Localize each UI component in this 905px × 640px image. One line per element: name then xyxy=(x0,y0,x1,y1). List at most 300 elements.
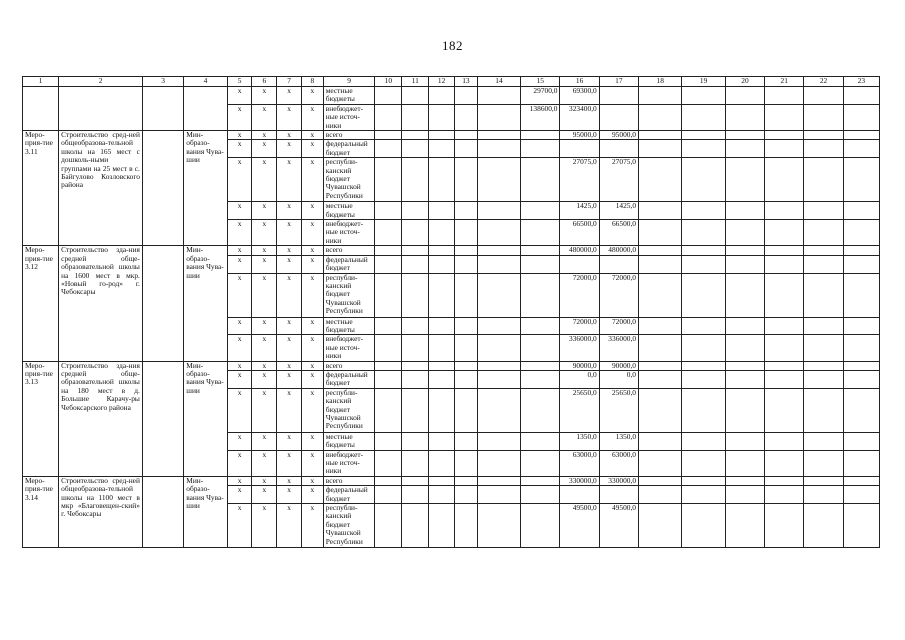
empty-cell xyxy=(843,104,879,130)
funding-source: федеральный бюджет xyxy=(323,255,375,273)
empty-cell xyxy=(477,388,520,432)
funding-source: республи-канский бюджет Чувашской Республики xyxy=(323,388,375,432)
empty-cell xyxy=(765,220,804,246)
empty-cell xyxy=(375,131,402,140)
value-col17: 27075,0 xyxy=(599,158,638,202)
empty-cell xyxy=(639,335,682,361)
responsible-executor: Мин-образо-вания Чува-шии xyxy=(184,131,227,246)
empty-cell xyxy=(765,104,804,130)
empty-cell xyxy=(477,361,520,370)
empty-cell xyxy=(477,370,520,388)
empty-cell xyxy=(477,104,520,130)
value-col15 xyxy=(521,361,560,370)
empty-cell xyxy=(682,361,725,370)
empty-cell xyxy=(477,335,520,361)
empty-cell xyxy=(725,388,764,432)
mark-cell: х xyxy=(252,220,277,246)
value-col15 xyxy=(521,140,560,158)
empty-cell xyxy=(765,504,804,548)
empty-cell xyxy=(804,476,843,485)
empty-cell xyxy=(455,255,478,273)
mark-cell: х xyxy=(277,432,302,450)
value-col16: 1425,0 xyxy=(560,202,599,220)
mark-cell: х xyxy=(302,158,324,202)
empty-cell xyxy=(402,361,429,370)
value-col17 xyxy=(599,104,638,130)
empty-cell xyxy=(402,255,429,273)
value-col15 xyxy=(521,255,560,273)
header-cell: 11 xyxy=(402,77,429,87)
empty-cell xyxy=(804,131,843,140)
value-col15 xyxy=(521,220,560,246)
empty-cell xyxy=(682,388,725,432)
empty-cell xyxy=(455,504,478,548)
funding-source: всего xyxy=(323,246,375,255)
empty-cell xyxy=(429,140,455,158)
empty-cell xyxy=(455,450,478,476)
page-number: 182 xyxy=(442,38,463,53)
empty-cell xyxy=(639,476,682,485)
mark-cell: х xyxy=(252,246,277,255)
value-col16: 72000,0 xyxy=(560,273,599,317)
empty-cell xyxy=(455,335,478,361)
empty-cell xyxy=(682,317,725,335)
empty-cell xyxy=(429,432,455,450)
header-cell: 15 xyxy=(521,77,560,87)
empty-cell xyxy=(639,317,682,335)
responsible-executor: Мин-образо-вания Чува-шии xyxy=(184,476,227,547)
measure-object: Строительство сред-ней общеобразова-тельной школы на 1100 мест в мкр «Благовещен-ский» г. Чебоксары xyxy=(59,476,143,547)
empty-cell xyxy=(375,504,402,548)
empty-cell xyxy=(682,432,725,450)
empty-cell xyxy=(375,255,402,273)
empty-cell xyxy=(429,370,455,388)
value-col15 xyxy=(521,317,560,335)
responsible-executor: Мин-образо-вания Чува-шии xyxy=(184,361,227,476)
header-cell: 12 xyxy=(429,77,455,87)
empty-cell xyxy=(765,476,804,485)
mark-cell: х xyxy=(302,504,324,548)
empty-cell xyxy=(804,273,843,317)
empty-cell xyxy=(765,87,804,105)
empty-cell xyxy=(725,432,764,450)
value-col16: 25650,0 xyxy=(560,388,599,432)
value-col16: 72000,0 xyxy=(560,317,599,335)
empty-cell xyxy=(682,220,725,246)
mark-cell: х xyxy=(252,104,277,130)
empty-cell xyxy=(725,486,764,504)
mark-cell: х xyxy=(227,220,252,246)
empty-cell xyxy=(843,388,879,432)
header-cell: 9 xyxy=(323,77,375,87)
empty-cell xyxy=(477,87,520,105)
empty-cell xyxy=(477,273,520,317)
empty-cell xyxy=(765,370,804,388)
empty-cell xyxy=(765,140,804,158)
empty-cell xyxy=(455,388,478,432)
empty-cell xyxy=(804,246,843,255)
funding-source: внебюджет-ные источ-ники xyxy=(323,104,375,130)
value-col15 xyxy=(521,158,560,202)
empty-cell xyxy=(402,87,429,105)
mark-cell: х xyxy=(302,370,324,388)
empty-cell xyxy=(429,87,455,105)
value-col17: 336000,0 xyxy=(599,335,638,361)
empty-cell xyxy=(682,476,725,485)
header-row xyxy=(23,77,880,87)
value-col17: 66500,0 xyxy=(599,220,638,246)
empty-cell xyxy=(402,486,429,504)
header-cell: 22 xyxy=(804,77,843,87)
mark-cell: х xyxy=(252,158,277,202)
funding-source: всего xyxy=(323,131,375,140)
empty-cell xyxy=(429,220,455,246)
value-col15 xyxy=(521,273,560,317)
empty-cell xyxy=(804,361,843,370)
object-cell xyxy=(59,87,143,131)
empty-cell xyxy=(639,131,682,140)
funding-source: федеральный бюджет xyxy=(323,486,375,504)
empty-cell xyxy=(429,202,455,220)
empty-cell xyxy=(843,140,879,158)
mark-cell: х xyxy=(302,335,324,361)
value-col17 xyxy=(599,255,638,273)
mark-cell: х xyxy=(252,255,277,273)
empty-cell xyxy=(765,388,804,432)
mark-cell: х xyxy=(252,335,277,361)
mark-cell: х xyxy=(227,255,252,273)
empty-cell xyxy=(639,87,682,105)
table-row xyxy=(23,131,880,140)
mark-cell: х xyxy=(227,87,252,105)
empty-cell xyxy=(639,140,682,158)
funding-source: местные бюджеты xyxy=(323,87,375,105)
empty-cell xyxy=(765,246,804,255)
empty-cell xyxy=(429,388,455,432)
mark-cell: х xyxy=(227,158,252,202)
empty-cell xyxy=(429,317,455,335)
value-col16: 27075,0 xyxy=(560,158,599,202)
funding-table xyxy=(22,76,880,548)
empty-cell xyxy=(804,104,843,130)
value-col16: 49500,0 xyxy=(560,504,599,548)
funding-source: местные бюджеты xyxy=(323,432,375,450)
mark-cell: х xyxy=(302,432,324,450)
empty-cell xyxy=(375,202,402,220)
empty-cell xyxy=(639,432,682,450)
mark-cell: х xyxy=(302,317,324,335)
value-col17 xyxy=(599,486,638,504)
empty-cell xyxy=(639,486,682,504)
header-cell: 21 xyxy=(765,77,804,87)
header-cell: 4 xyxy=(184,77,227,87)
empty-cell xyxy=(804,388,843,432)
empty-cell xyxy=(682,486,725,504)
header-cell: 18 xyxy=(639,77,682,87)
empty-cell xyxy=(477,486,520,504)
empty-cell xyxy=(402,158,429,202)
empty-cell xyxy=(455,486,478,504)
empty-cell xyxy=(639,361,682,370)
empty-cell xyxy=(429,158,455,202)
empty-cell xyxy=(455,432,478,450)
empty-cell xyxy=(429,486,455,504)
empty-cell xyxy=(375,273,402,317)
value-col16: 69300,0 xyxy=(560,87,599,105)
empty-cell xyxy=(455,202,478,220)
mark-cell: х xyxy=(227,317,252,335)
value-col15 xyxy=(521,504,560,548)
mark-cell: х xyxy=(227,273,252,317)
empty-cell xyxy=(804,370,843,388)
empty-cell xyxy=(455,317,478,335)
empty-cell xyxy=(843,450,879,476)
mark-cell: х xyxy=(277,335,302,361)
empty-cell xyxy=(765,335,804,361)
empty-cell xyxy=(375,450,402,476)
measure-code: Меро-прия-тие 3.13 xyxy=(23,361,59,476)
funding-source: внебюджет-ные источ-ники xyxy=(323,220,375,246)
mark-cell: х xyxy=(227,131,252,140)
value-col16: 66500,0 xyxy=(560,220,599,246)
mark-cell: х xyxy=(227,432,252,450)
measure-code: Меро-прия-тие 3.11 xyxy=(23,131,59,246)
empty-cell xyxy=(804,432,843,450)
header-cell: 5 xyxy=(227,77,252,87)
empty-cell xyxy=(843,486,879,504)
table-row xyxy=(23,476,880,485)
empty-cell xyxy=(765,317,804,335)
mark-cell: х xyxy=(227,476,252,485)
empty-cell xyxy=(402,450,429,476)
value-col16: 63000,0 xyxy=(560,450,599,476)
empty-cell xyxy=(455,246,478,255)
empty-cell xyxy=(375,432,402,450)
mark-cell: х xyxy=(277,370,302,388)
value-col17: 480000,0 xyxy=(599,246,638,255)
header-cell: 20 xyxy=(725,77,764,87)
header-cell: 2 xyxy=(59,77,143,87)
header-cell: 10 xyxy=(375,77,402,87)
empty-cell xyxy=(682,273,725,317)
empty-cell xyxy=(725,361,764,370)
empty-cell xyxy=(429,361,455,370)
empty-cell xyxy=(402,370,429,388)
value-col17: 1350,0 xyxy=(599,432,638,450)
mark-cell: х xyxy=(277,273,302,317)
mark-cell: х xyxy=(252,361,277,370)
empty-cell xyxy=(375,476,402,485)
empty-cell xyxy=(765,450,804,476)
mark-cell: х xyxy=(227,246,252,255)
mark-cell: х xyxy=(227,361,252,370)
mark-cell: х xyxy=(277,450,302,476)
measure-code: Меро-прия-тие 3.14 xyxy=(23,476,59,547)
header-cell: 16 xyxy=(560,77,599,87)
empty-cell xyxy=(725,140,764,158)
value-col17: 72000,0 xyxy=(599,317,638,335)
empty-cell xyxy=(804,317,843,335)
empty-cell xyxy=(429,131,455,140)
empty-cell xyxy=(375,104,402,130)
empty-cell xyxy=(429,476,455,485)
empty-cell xyxy=(455,220,478,246)
empty-cell xyxy=(682,131,725,140)
mark-cell: х xyxy=(252,87,277,105)
mark-cell: х xyxy=(227,370,252,388)
empty-cell xyxy=(725,158,764,202)
empty-cell xyxy=(682,158,725,202)
empty-cell xyxy=(639,220,682,246)
empty-cell xyxy=(429,246,455,255)
empty-cell xyxy=(725,273,764,317)
empty-cell xyxy=(477,450,520,476)
empty-cell xyxy=(843,220,879,246)
empty-cell xyxy=(765,486,804,504)
mark-cell: х xyxy=(302,202,324,220)
empty-cell xyxy=(375,370,402,388)
mark-cell: х xyxy=(302,476,324,485)
empty-cell xyxy=(804,220,843,246)
empty-cell xyxy=(765,131,804,140)
empty-cell xyxy=(804,140,843,158)
empty-cell xyxy=(725,450,764,476)
mark-cell: х xyxy=(302,361,324,370)
empty-cell xyxy=(725,202,764,220)
value-col15 xyxy=(521,486,560,504)
col3-cell xyxy=(142,131,183,246)
value-col17: 330000,0 xyxy=(599,476,638,485)
empty-cell xyxy=(639,255,682,273)
empty-cell xyxy=(682,104,725,130)
mark-cell: х xyxy=(302,486,324,504)
mark-cell: х xyxy=(252,504,277,548)
mark-cell: х xyxy=(227,335,252,361)
empty-cell xyxy=(682,504,725,548)
header-cell: 14 xyxy=(477,77,520,87)
mark-cell: х xyxy=(277,87,302,105)
empty-cell xyxy=(843,317,879,335)
table-row xyxy=(23,361,880,370)
value-col15 xyxy=(521,370,560,388)
empty-cell xyxy=(402,335,429,361)
empty-cell xyxy=(682,202,725,220)
empty-cell xyxy=(375,246,402,255)
funding-source: местные бюджеты xyxy=(323,202,375,220)
empty-cell xyxy=(429,504,455,548)
mark-cell: х xyxy=(277,140,302,158)
empty-cell xyxy=(725,246,764,255)
empty-cell xyxy=(477,317,520,335)
mark-cell: х xyxy=(302,388,324,432)
empty-cell xyxy=(765,202,804,220)
col3-cell xyxy=(142,361,183,476)
value-col16: 336000,0 xyxy=(560,335,599,361)
empty-cell xyxy=(843,255,879,273)
mark-cell: х xyxy=(227,104,252,130)
empty-cell xyxy=(725,255,764,273)
empty-cell xyxy=(765,255,804,273)
mark-cell: х xyxy=(277,202,302,220)
empty-cell xyxy=(477,140,520,158)
empty-cell xyxy=(725,87,764,105)
empty-cell xyxy=(429,335,455,361)
empty-cell xyxy=(765,273,804,317)
funding-source: всего xyxy=(323,361,375,370)
empty-cell xyxy=(682,87,725,105)
empty-cell xyxy=(804,504,843,548)
empty-cell xyxy=(402,273,429,317)
empty-cell xyxy=(455,87,478,105)
mark-cell: х xyxy=(277,104,302,130)
empty-cell xyxy=(375,87,402,105)
mark-cell: х xyxy=(302,131,324,140)
funding-source: федеральный бюджет xyxy=(323,140,375,158)
empty-cell xyxy=(843,432,879,450)
measure-object: Строительство зда-ния средней обще-образовательной школы на 180 мест в д. Большие Карачу-ры Чебоксарского района xyxy=(59,361,143,476)
measure-object: Строительство сред-ней общеобразова-тельной школы на 165 мест с дошколь-ными группами на 25 мест в с. Байгулово Козловского района xyxy=(59,131,143,246)
empty-cell xyxy=(765,432,804,450)
header-cell: 13 xyxy=(455,77,478,87)
empty-cell xyxy=(725,335,764,361)
empty-cell xyxy=(455,361,478,370)
value-col17: 63000,0 xyxy=(599,450,638,476)
mark-cell: х xyxy=(252,486,277,504)
value-col17 xyxy=(599,87,638,105)
empty-cell xyxy=(429,104,455,130)
value-col15 xyxy=(521,450,560,476)
empty-cell xyxy=(477,476,520,485)
empty-cell xyxy=(843,202,879,220)
mark-cell: х xyxy=(252,273,277,317)
mark-cell: х xyxy=(277,317,302,335)
value-col15: 29700,0 xyxy=(521,87,560,105)
empty-cell xyxy=(477,131,520,140)
header-cell: 19 xyxy=(682,77,725,87)
funding-source: внебюджет-ные источ-ники xyxy=(323,335,375,361)
empty-cell xyxy=(804,255,843,273)
mark-cell: х xyxy=(277,255,302,273)
mark-cell: х xyxy=(302,140,324,158)
mark-cell: х xyxy=(302,220,324,246)
value-col17 xyxy=(599,140,638,158)
empty-cell xyxy=(804,486,843,504)
mark-cell: х xyxy=(277,476,302,485)
col3-cell xyxy=(142,87,183,131)
mark-cell: х xyxy=(252,131,277,140)
value-col16 xyxy=(560,255,599,273)
empty-cell xyxy=(639,202,682,220)
header-cell: 1 xyxy=(23,77,59,87)
empty-cell xyxy=(725,370,764,388)
empty-cell xyxy=(639,104,682,130)
empty-cell xyxy=(375,158,402,202)
empty-cell xyxy=(375,140,402,158)
value-col15 xyxy=(521,131,560,140)
empty-cell xyxy=(725,317,764,335)
empty-cell xyxy=(402,246,429,255)
funding-source: республи-канский бюджет Чувашской Республики xyxy=(323,504,375,548)
empty-cell xyxy=(843,131,879,140)
empty-cell xyxy=(725,504,764,548)
mark-cell: х xyxy=(227,202,252,220)
empty-cell xyxy=(639,450,682,476)
empty-cell xyxy=(843,273,879,317)
funding-source: республи-канский бюджет Чувашской Республики xyxy=(323,273,375,317)
value-col17: 0,0 xyxy=(599,370,638,388)
mark-cell: х xyxy=(302,87,324,105)
empty-cell xyxy=(402,476,429,485)
